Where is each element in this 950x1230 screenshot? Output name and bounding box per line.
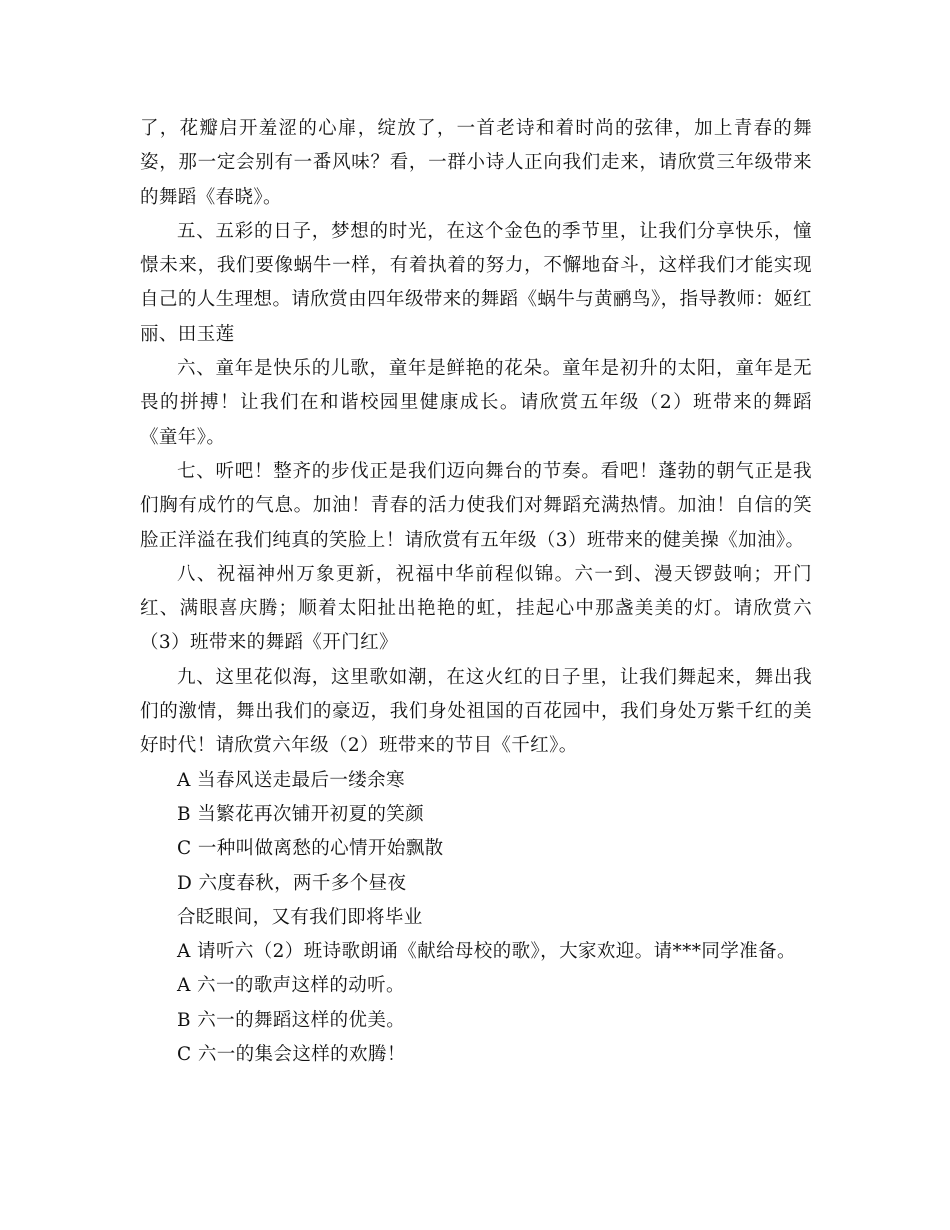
script-line-a: A 当春风送走最后一缕余寒 <box>177 769 405 791</box>
paragraph-item-5: 五、五彩的日子，梦想的时光，在这个金色的季节里，让我们分享快乐，憧憬未来，我们要像蜗牛一样，有着执着的努力，不懈地奋斗，这样我们才能实现自己的人生理想。请欣赏由四年级带来的舞蹈《蜗牛与黄鹂鸟》，指导教师：姬红丽、田玉莲 <box>140 220 812 345</box>
script-line-d: D 六度春秋，两千多个昼夜 <box>177 872 407 894</box>
paragraph-item-6: 六、童年是快乐的儿歌，童年是鲜艳的花朵。童年是初升的太阳，童年是无畏的拼搏！让我们在和谐校园里健康成长。请欣赏五年级（2）班带来的舞蹈《童年》。 <box>140 358 812 448</box>
paragraph-item-9: 九、这里花似海，这里歌如潮，在这火红的日子里，让我们舞起来，舞出我们的激情，舞出我们的豪迈，我们身处祖国的百花园中，我们身处万紫千红的美好时代！请欣赏六年级（2）班带来的节目《千红》。 <box>140 666 812 757</box>
script-line-a-song: A 六一的歌声这样的动听。 <box>177 975 405 997</box>
document-body <box>140 112 812 1072</box>
script-line-c: C 一种叫做离愁的心情开始飘散 <box>177 838 444 860</box>
script-line-announcement: A 请听六（2）班诗歌朗诵《献给母校的歌》，大家欢迎。请***同学准备。 <box>177 941 796 963</box>
script-line-c-gathering: C 六一的集会这样的欢腾！ <box>177 1044 406 1066</box>
script-line-b-dance: B 六一的舞蹈这样的优美。 <box>177 1009 406 1031</box>
paragraph-item-8: 八、祝福神州万象更新，祝福中华前程似锦。六一到、漫天锣鼓响；开门红、满眼喜庆腾；顺着太阳扯出艳艳的虹，挂起心中那盏美美的灯。请欣赏六（3）班带来的舞蹈《开门红》 <box>140 563 812 654</box>
script-line-together: 合眨眼间，又有我们即将毕业 <box>177 906 423 928</box>
paragraph-item-7: 七、听吧！整齐的步伐正是我们迈向舞台的节奏。看吧！蓬勃的朝气正是我们胸有成竹的气息。加油！青春的活力使我们对舞蹈充满热情。加油！自信的笑脸正洋溢在我们纯真的笑脸上！请欣赏有五年级（3）班带来的健美操《加油》。 <box>140 460 812 551</box>
script-line-b: B 当繁花再次铺开初夏的笑颜 <box>177 803 425 825</box>
paragraph-continuation: 了，花瓣启开羞涩的心扉，绽放了，一首老诗和着时尚的弦律，加上青春的舞姿，那一定会别有一番风味？看，一群小诗人正向我们走来，请欣赏三年级带来的舞蹈《春晓》。 <box>140 118 812 208</box>
